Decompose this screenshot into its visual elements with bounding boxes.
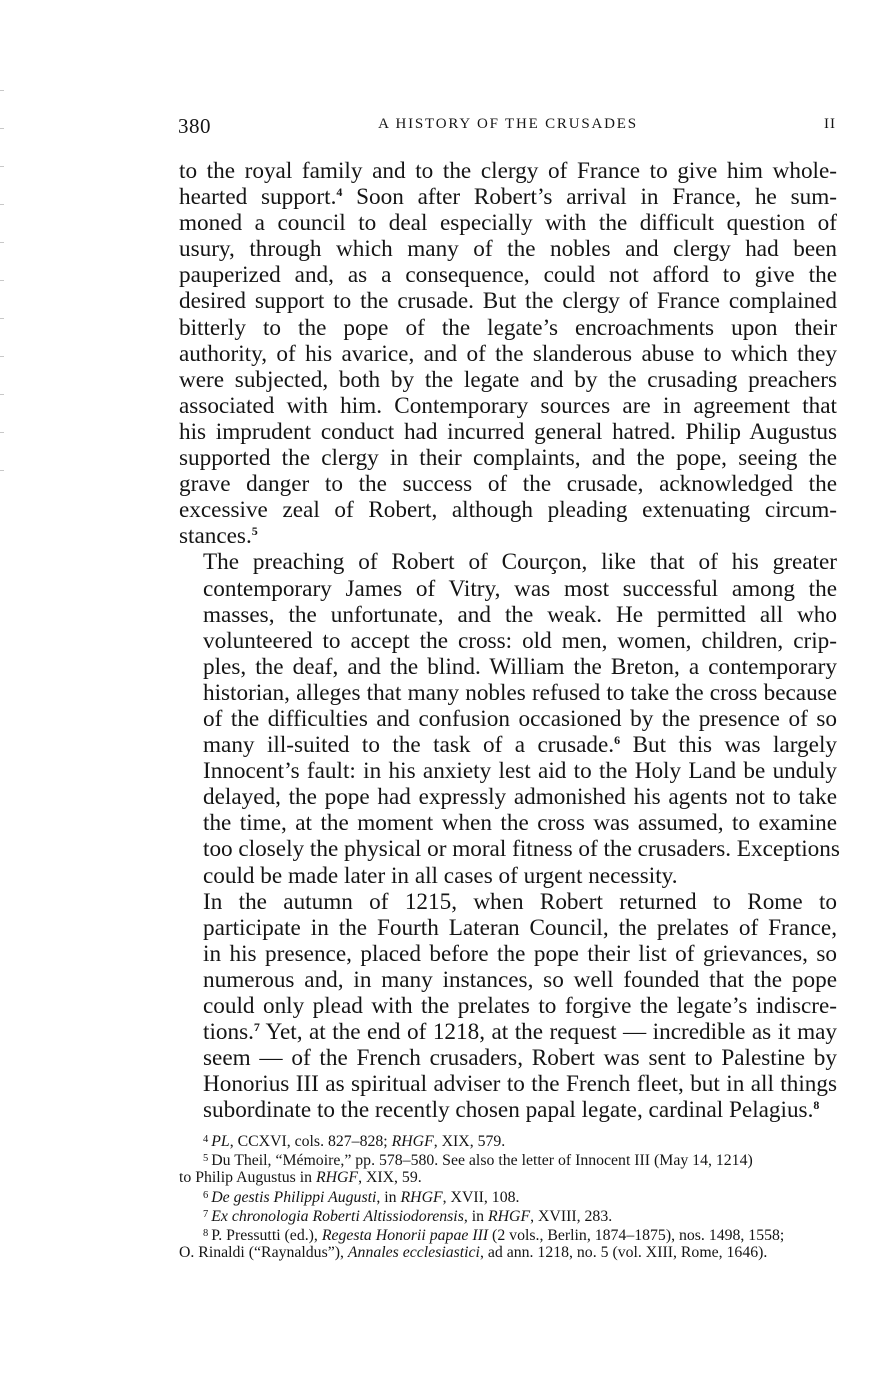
text-line: his imprudent conduct had incurred general hatred. Philip Augustus: [179, 418, 837, 445]
text-line: could be made later in all cases of urgent necessity.: [203, 862, 678, 889]
main-text: [179, 158, 840, 1124]
footnote-line: $^5$ Du Theil, “Mémoire,” pp. 578–580. See also the letter of Innocent III (May 14, 1214): [203, 1152, 753, 1170]
text-line: historian, alleges that many nobles refused to take the cross because: [203, 679, 837, 706]
footnotes: [179, 1131, 837, 1261]
footnote-line: $^6$ De gestis Philippi Augusti, in RHGF, XVII, 108.: [203, 1188, 520, 1206]
text-line: Innocent’s fault: in his anxiety lest aid to the Holy Land be unduly: [203, 758, 837, 785]
text-line: seem — of the French crusaders, Robert was sent to Palestine by: [203, 1045, 837, 1072]
text-line: the time, at the moment when the cross was assumed, to examine: [203, 810, 837, 837]
footnote-ref[interactable]: 8: [813, 1098, 820, 1113]
page-edge-marks: [0, 90, 6, 490]
text-line: bitterly to the pope of the legate’s encroachments upon their: [179, 314, 837, 341]
text-line: The preaching of Robert of Courçon, like that of his greater: [203, 549, 837, 576]
text-line: many ill-suited to the task of a crusade.$^6$ But this was largely: [203, 732, 837, 759]
text-line: hearted support.$^4$ Soon after Robert’s arrival in France, he sum-: [179, 184, 838, 211]
text-line: In the autumn of 1215, when Robert returned to Rome to: [203, 888, 837, 915]
footnote-ref[interactable]: 6: [614, 733, 621, 748]
text-line: grave danger to the success of the crusade, acknowledged the: [179, 471, 837, 498]
paragraph: [179, 158, 837, 549]
footnote-number: 6: [203, 1189, 209, 1201]
footnote-line: $^8$ P. Pressutti (ed.), Regesta Honorii papae III (2 vols., Berlin, 1874–1875), nos. 1498, 1558;: [203, 1227, 785, 1245]
footnote-number: 8: [203, 1228, 209, 1240]
running-title: A HISTORY OF THE CRUSADES: [378, 116, 638, 132]
text-line: of the difficulties and confusion occasioned by the presence of so: [203, 705, 837, 732]
part-number: II: [824, 116, 836, 132]
text-line: contemporary James of Vitry, was most successful among the: [203, 575, 837, 602]
text-line: masses, the unfortunate, and the weak. He permitted all who: [203, 601, 837, 628]
paragraph: [179, 889, 837, 1124]
text-line: stances.$^5$: [179, 523, 258, 550]
text-line: participate in the Fourth Lateran Council, the prelates of France,: [203, 914, 837, 941]
text-line: excessive zeal of Robert, although pleading extenuating circum-: [179, 497, 837, 524]
text-line: volunteered to accept the cross: old men, women, children, crip-: [203, 627, 837, 654]
text-line: could only plead with the prelates to forgive the legate’s indiscre-: [203, 993, 837, 1019]
text-line: authority, of his avarice, and of the slanderous abuse to which they: [179, 340, 837, 367]
footnote-number: 4: [203, 1134, 209, 1145]
text-line: subordinate to the recently chosen papal legate, cardinal Pelagius.$^8$: [203, 1097, 820, 1124]
footnote-line: $^7$ Ex chronologia Roberti Altissiodorensis, in RHGF, XVIII, 283.: [203, 1207, 613, 1225]
text-line: to the royal family and to the clergy of France to give him whole-: [179, 158, 837, 184]
text-line: supported the clergy in their complaints, and the pope, seeing the: [179, 445, 837, 472]
footnote-number: 5: [203, 1153, 209, 1165]
text-line: associated with him. Contemporary sources are in agreement that: [179, 392, 837, 419]
footnote-line: to Philip Augustus in RHGF, XIX, 59.: [179, 1169, 422, 1187]
text-line: too closely the physical or moral fitness of the crusaders. Exceptions: [203, 836, 840, 863]
footnote-ref[interactable]: 5: [251, 524, 258, 539]
text-line: in his presence, placed before the pope their list of grievances, so: [203, 940, 837, 967]
footnote-number: 7: [203, 1208, 209, 1220]
footnote-line: $^4$ PL, CCXVI, cols. 827–828; RHGF, XIX, 579.: [203, 1133, 506, 1150]
text-line: desired support to the crusade. But the clergy of France complained: [179, 288, 837, 315]
paragraph: [179, 549, 840, 889]
text-line: were subjected, both by the legate and by the crusading preachers: [179, 366, 837, 393]
text-line: moned a council to deal especially with the difficult question of: [179, 210, 837, 237]
text-line: ples, the deaf, and the blind. William the Breton, a contemporary: [203, 653, 837, 680]
text-line: usury, through which many of the nobles and clergy had been: [179, 236, 837, 263]
text-line: numerous and, in many instances, so well founded that the pope: [203, 966, 837, 993]
text-line: pauperized and, as a consequence, could not afford to give the: [179, 262, 837, 289]
footnote-line: O. Rinaldi (“Raynaldus”), Annales ecclesiastici, ad ann. 1218, no. 5 (vol. XIII, Rome, 1646).: [179, 1244, 768, 1262]
footnote-ref[interactable]: 4: [336, 185, 343, 200]
text-line: Honorius III as spiritual adviser to the French fleet, but in all things: [203, 1071, 837, 1098]
running-header: [178, 114, 838, 140]
text-line: tions.$^7$ Yet, at the end of 1218, at the request — incredible as it may: [203, 1019, 837, 1046]
page-number: 380: [178, 114, 211, 138]
footnote-ref[interactable]: 7: [253, 1020, 260, 1035]
text-line: delayed, the pope had expressly admonished his agents not to take: [203, 784, 837, 811]
